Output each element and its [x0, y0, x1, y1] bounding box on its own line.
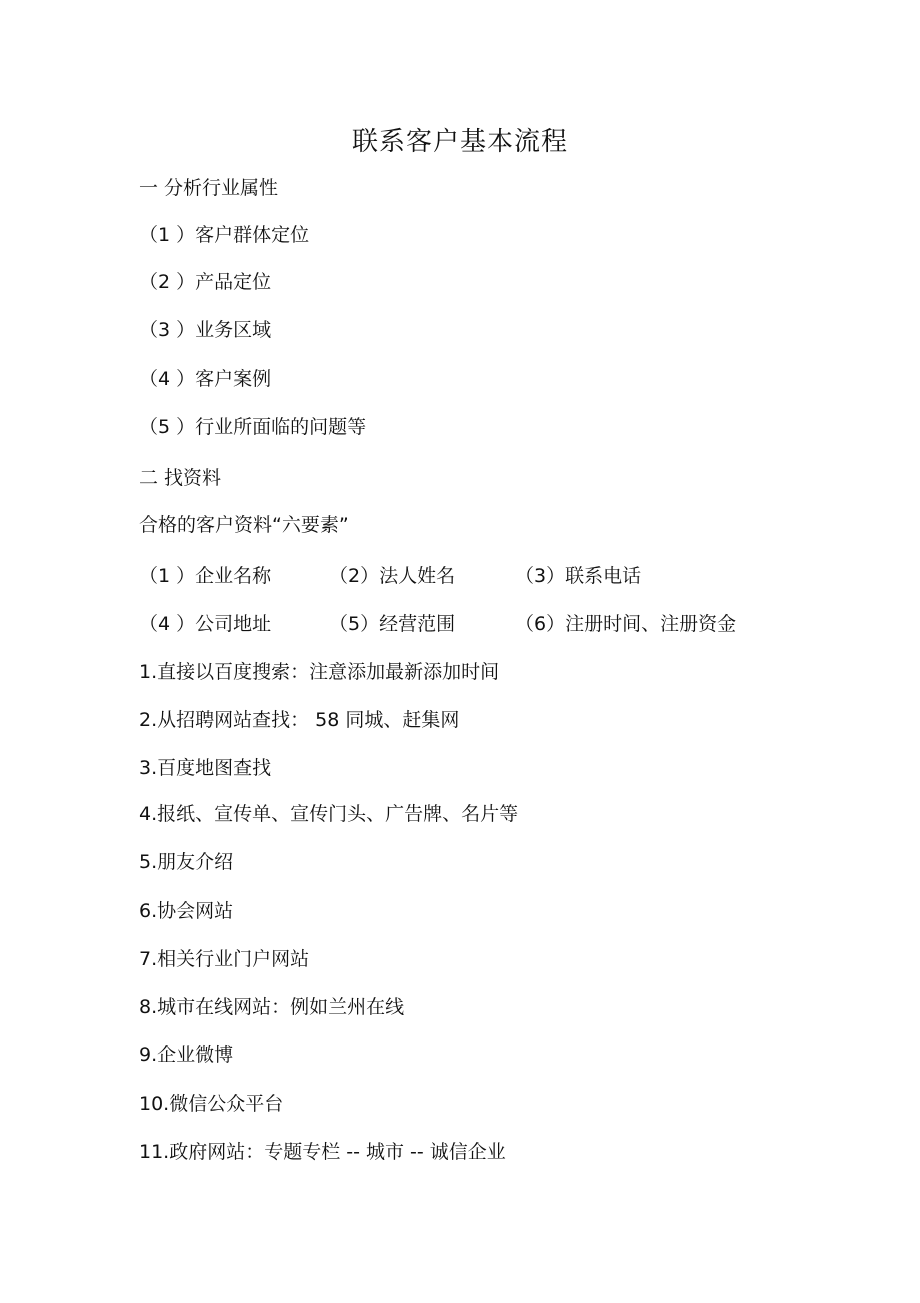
step-item: 8.城市在线网站：例如兰州在线: [139, 996, 405, 1018]
step-item: 7.相关行业门户网站: [139, 948, 310, 970]
step-item: 1.直接以百度搜索：注意添加最新添加时间: [139, 661, 500, 683]
step-item: 6.协会网站: [139, 900, 234, 922]
element-business-scope: （5）经营范围: [329, 613, 456, 635]
step-item: 4.报纸、宣传单、宣传门头、广告牌、名片等: [139, 803, 519, 825]
element-company-name: （1 ）企业名称: [139, 565, 272, 587]
six-elements-intro: 合格的客户资料“六要素”: [139, 514, 349, 536]
step-item: 5.朋友介绍: [139, 851, 234, 873]
element-registration: （6）注册时间、注册资金: [515, 613, 737, 635]
section-1-item: （1 ）客户群体定位: [139, 224, 310, 246]
section-2-heading: 二 找资料: [139, 467, 222, 489]
step-item: 2.从招聘网站查找： 58 同城、赶集网: [139, 709, 460, 731]
step-item: 10.微信公众平台: [139, 1093, 284, 1115]
step-item: 3.百度地图查找: [139, 757, 272, 779]
element-phone: （3）联系电话: [515, 565, 642, 587]
document-title: 联系客户基本流程: [351, 127, 568, 157]
section-1-item: （3 ）业务区域: [139, 319, 272, 341]
step-item: 9.企业微博: [139, 1044, 234, 1066]
element-address: （4 ）公司地址: [139, 613, 272, 635]
section-1-item: （4 ）客户案例: [139, 368, 272, 390]
section-1-item: （5 ）行业所面临的问题等: [139, 416, 367, 438]
element-legal-person: （2）法人姓名: [329, 565, 456, 587]
section-1-heading: 一 分析行业属性: [139, 177, 279, 199]
section-1-item: （2 ）产品定位: [139, 271, 272, 293]
step-item: 11.政府网站：专题专栏 -- 城市 -- 诚信企业: [139, 1141, 506, 1163]
